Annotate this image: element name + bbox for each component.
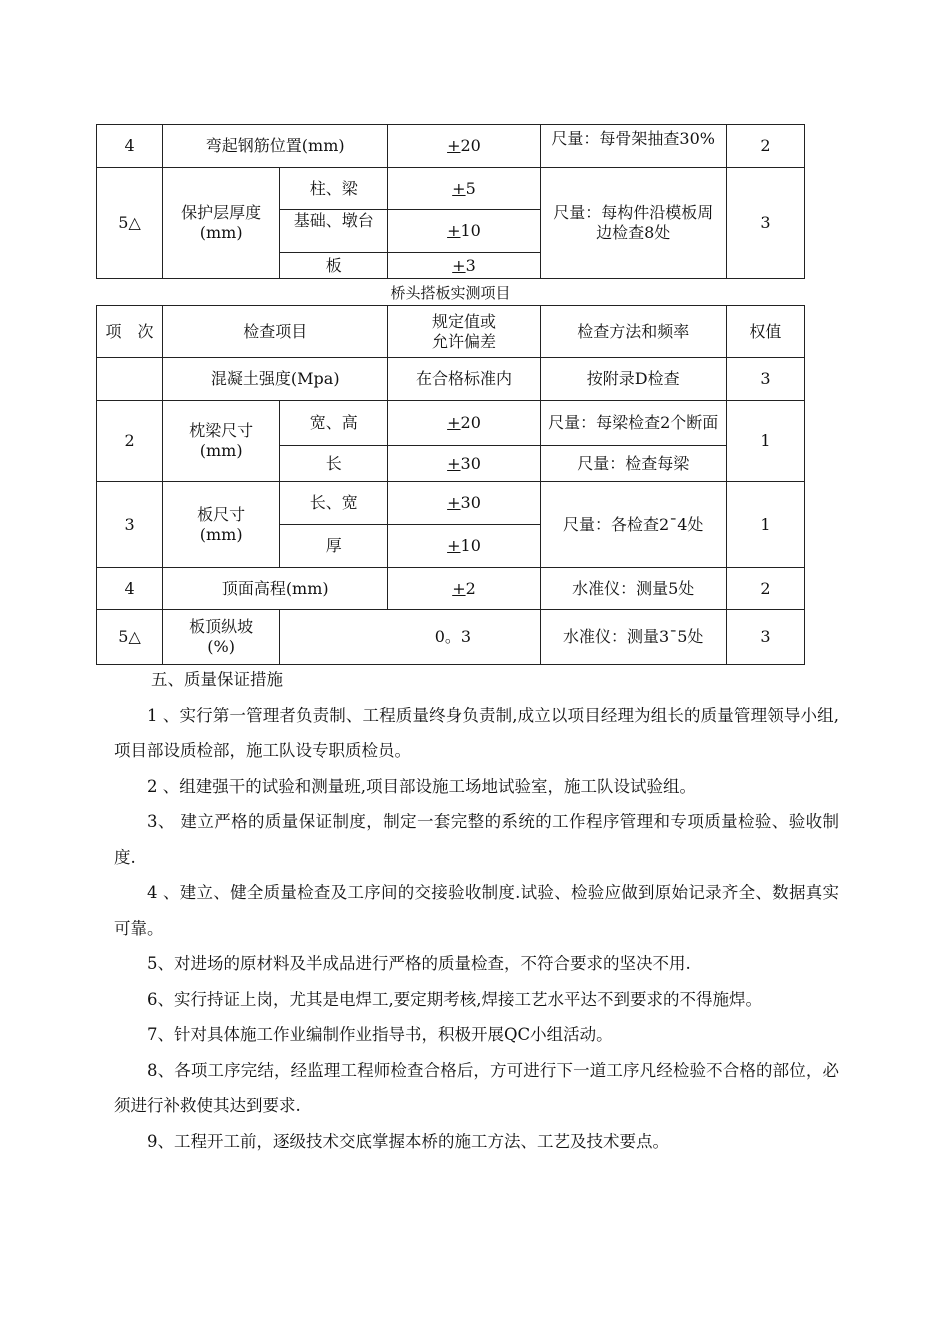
check-item: 枕梁尺寸 (mm) (163, 401, 280, 482)
sub-item: 长 (280, 446, 388, 482)
table-row (97, 482, 805, 525)
row-number: 5△ (97, 168, 163, 279)
header-no: 项 次 (97, 306, 163, 358)
inspection-method: 水准仪：测量5处 (540, 568, 726, 610)
row-number: 2 (97, 401, 163, 482)
paragraph: 4 、建立、健全质量检查及工序间的交接验收制度.试验、检验应做到原始记录齐全、数据真实可靠。 (114, 883, 839, 938)
tolerance: +30 (388, 446, 540, 482)
check-item: 弯起钢筋位置(mm) (163, 125, 388, 168)
inspection-method: 尺量：各检查2¯4处 (540, 482, 726, 568)
check-item: 板尺寸 (mm) (163, 482, 280, 568)
check-item: 保护层厚度 (mm) (163, 168, 280, 279)
table-row (97, 568, 805, 610)
inspection-method: 尺量：每构件沿模板周边检查8处 (540, 168, 726, 279)
table-caption: 桥头搭板实测项目 (390, 284, 511, 302)
quality-assurance-section (114, 662, 839, 1159)
paragraph: 9、工程开工前，逐级技术交底掌握本桥的施工方法、工艺及技术要点。 (147, 1131, 669, 1151)
row-number: 4 (97, 125, 163, 168)
row-number: 5△ (97, 610, 163, 665)
inspection-method: 尺量：每梁检查2个断面 (540, 401, 726, 446)
sub-item: 柱、梁 (280, 168, 388, 210)
table-row (97, 125, 805, 168)
weight: 3 (726, 610, 804, 665)
tolerance: +20 (388, 401, 540, 446)
tolerance: +10 (388, 525, 540, 568)
weight: 3 (726, 168, 804, 279)
header-method: 检查方法和频率 (540, 306, 726, 358)
paragraph: 7、针对具体施工作业编制作业指导书，积极开展QC小组活动。 (147, 1025, 613, 1044)
paragraph: 8、各项工序完结，经监理工程师检查合格后，方可进行下一道工序凡经检验不合格的部位，必须进行补救使其达到要求. (114, 1060, 839, 1115)
table-row (97, 168, 805, 210)
tolerance: 0。3 (280, 610, 540, 665)
check-item: 板顶纵坡 (%) (163, 610, 280, 665)
header-weight: 权值 (726, 306, 804, 358)
weight: 1 (726, 482, 804, 568)
approach-slab-table (96, 305, 805, 665)
paragraph: 1 、实行第一管理者负责制、工程质量终身负责制,成立以项目经理为组长的质量管理领导小组,项目部设质检部，施工队设专职质检员。 (114, 705, 839, 760)
section-heading: 五、质量保证措施 (151, 670, 283, 689)
sub-item: 长、宽 (280, 482, 388, 525)
tolerance: +20 (388, 125, 540, 168)
row-number (97, 358, 163, 401)
table-row (97, 401, 805, 446)
tolerance: +2 (388, 568, 540, 610)
header-tolerance: 规定值或 允许偏差 (388, 306, 540, 358)
tolerance: +5 (388, 168, 540, 210)
inspection-method: 尺量：检查每梁 (540, 446, 726, 482)
check-item: 顶面高程(mm) (163, 568, 388, 610)
row-number: 4 (97, 568, 163, 610)
weight: 2 (726, 568, 804, 610)
row-number: 3 (97, 482, 163, 568)
rebar-inspection-table (96, 124, 805, 279)
tolerance: +3 (388, 253, 540, 279)
sub-item: 板 (280, 253, 388, 279)
sub-item: 厚 (280, 525, 388, 568)
sub-item: 宽、高 (280, 401, 388, 446)
paragraph: 5、对进场的原材料及半成品进行严格的质量检查，不符合要求的坚决不用. (147, 954, 691, 973)
weight: 3 (726, 358, 804, 401)
header-item: 检查项目 (163, 306, 388, 358)
weight: 1 (726, 401, 804, 482)
sub-item: 基础、墩台 (280, 210, 388, 253)
check-item: 混凝土强度(Mpa) (163, 358, 388, 401)
table-header-row (97, 306, 805, 358)
table-row (97, 358, 805, 401)
inspection-method: 尺量：每骨架抽查30% (540, 125, 726, 168)
table-row (97, 610, 805, 665)
tolerance: 在合格标准内 (388, 358, 540, 401)
paragraph: 2 、组建强干的试验和测量班,项目部设施工场地试验室，施工队设试验组。 (147, 776, 696, 796)
paragraph: 6、实行持证上岗，尤其是电焊工,要定期考核,焊接工艺水平达不到要求的不得施焊。 (147, 989, 762, 1009)
tolerance: +10 (388, 210, 540, 253)
inspection-method: 按附录D检查 (540, 358, 726, 401)
inspection-method: 水准仪：测量3¯5处 (540, 610, 726, 665)
weight: 2 (726, 125, 804, 168)
tolerance: +30 (388, 482, 540, 525)
paragraph: 3、 建立严格的质量保证制度，制定一套完整的系统的工作程序管理和专项质量检验、验收制度. (114, 812, 839, 867)
